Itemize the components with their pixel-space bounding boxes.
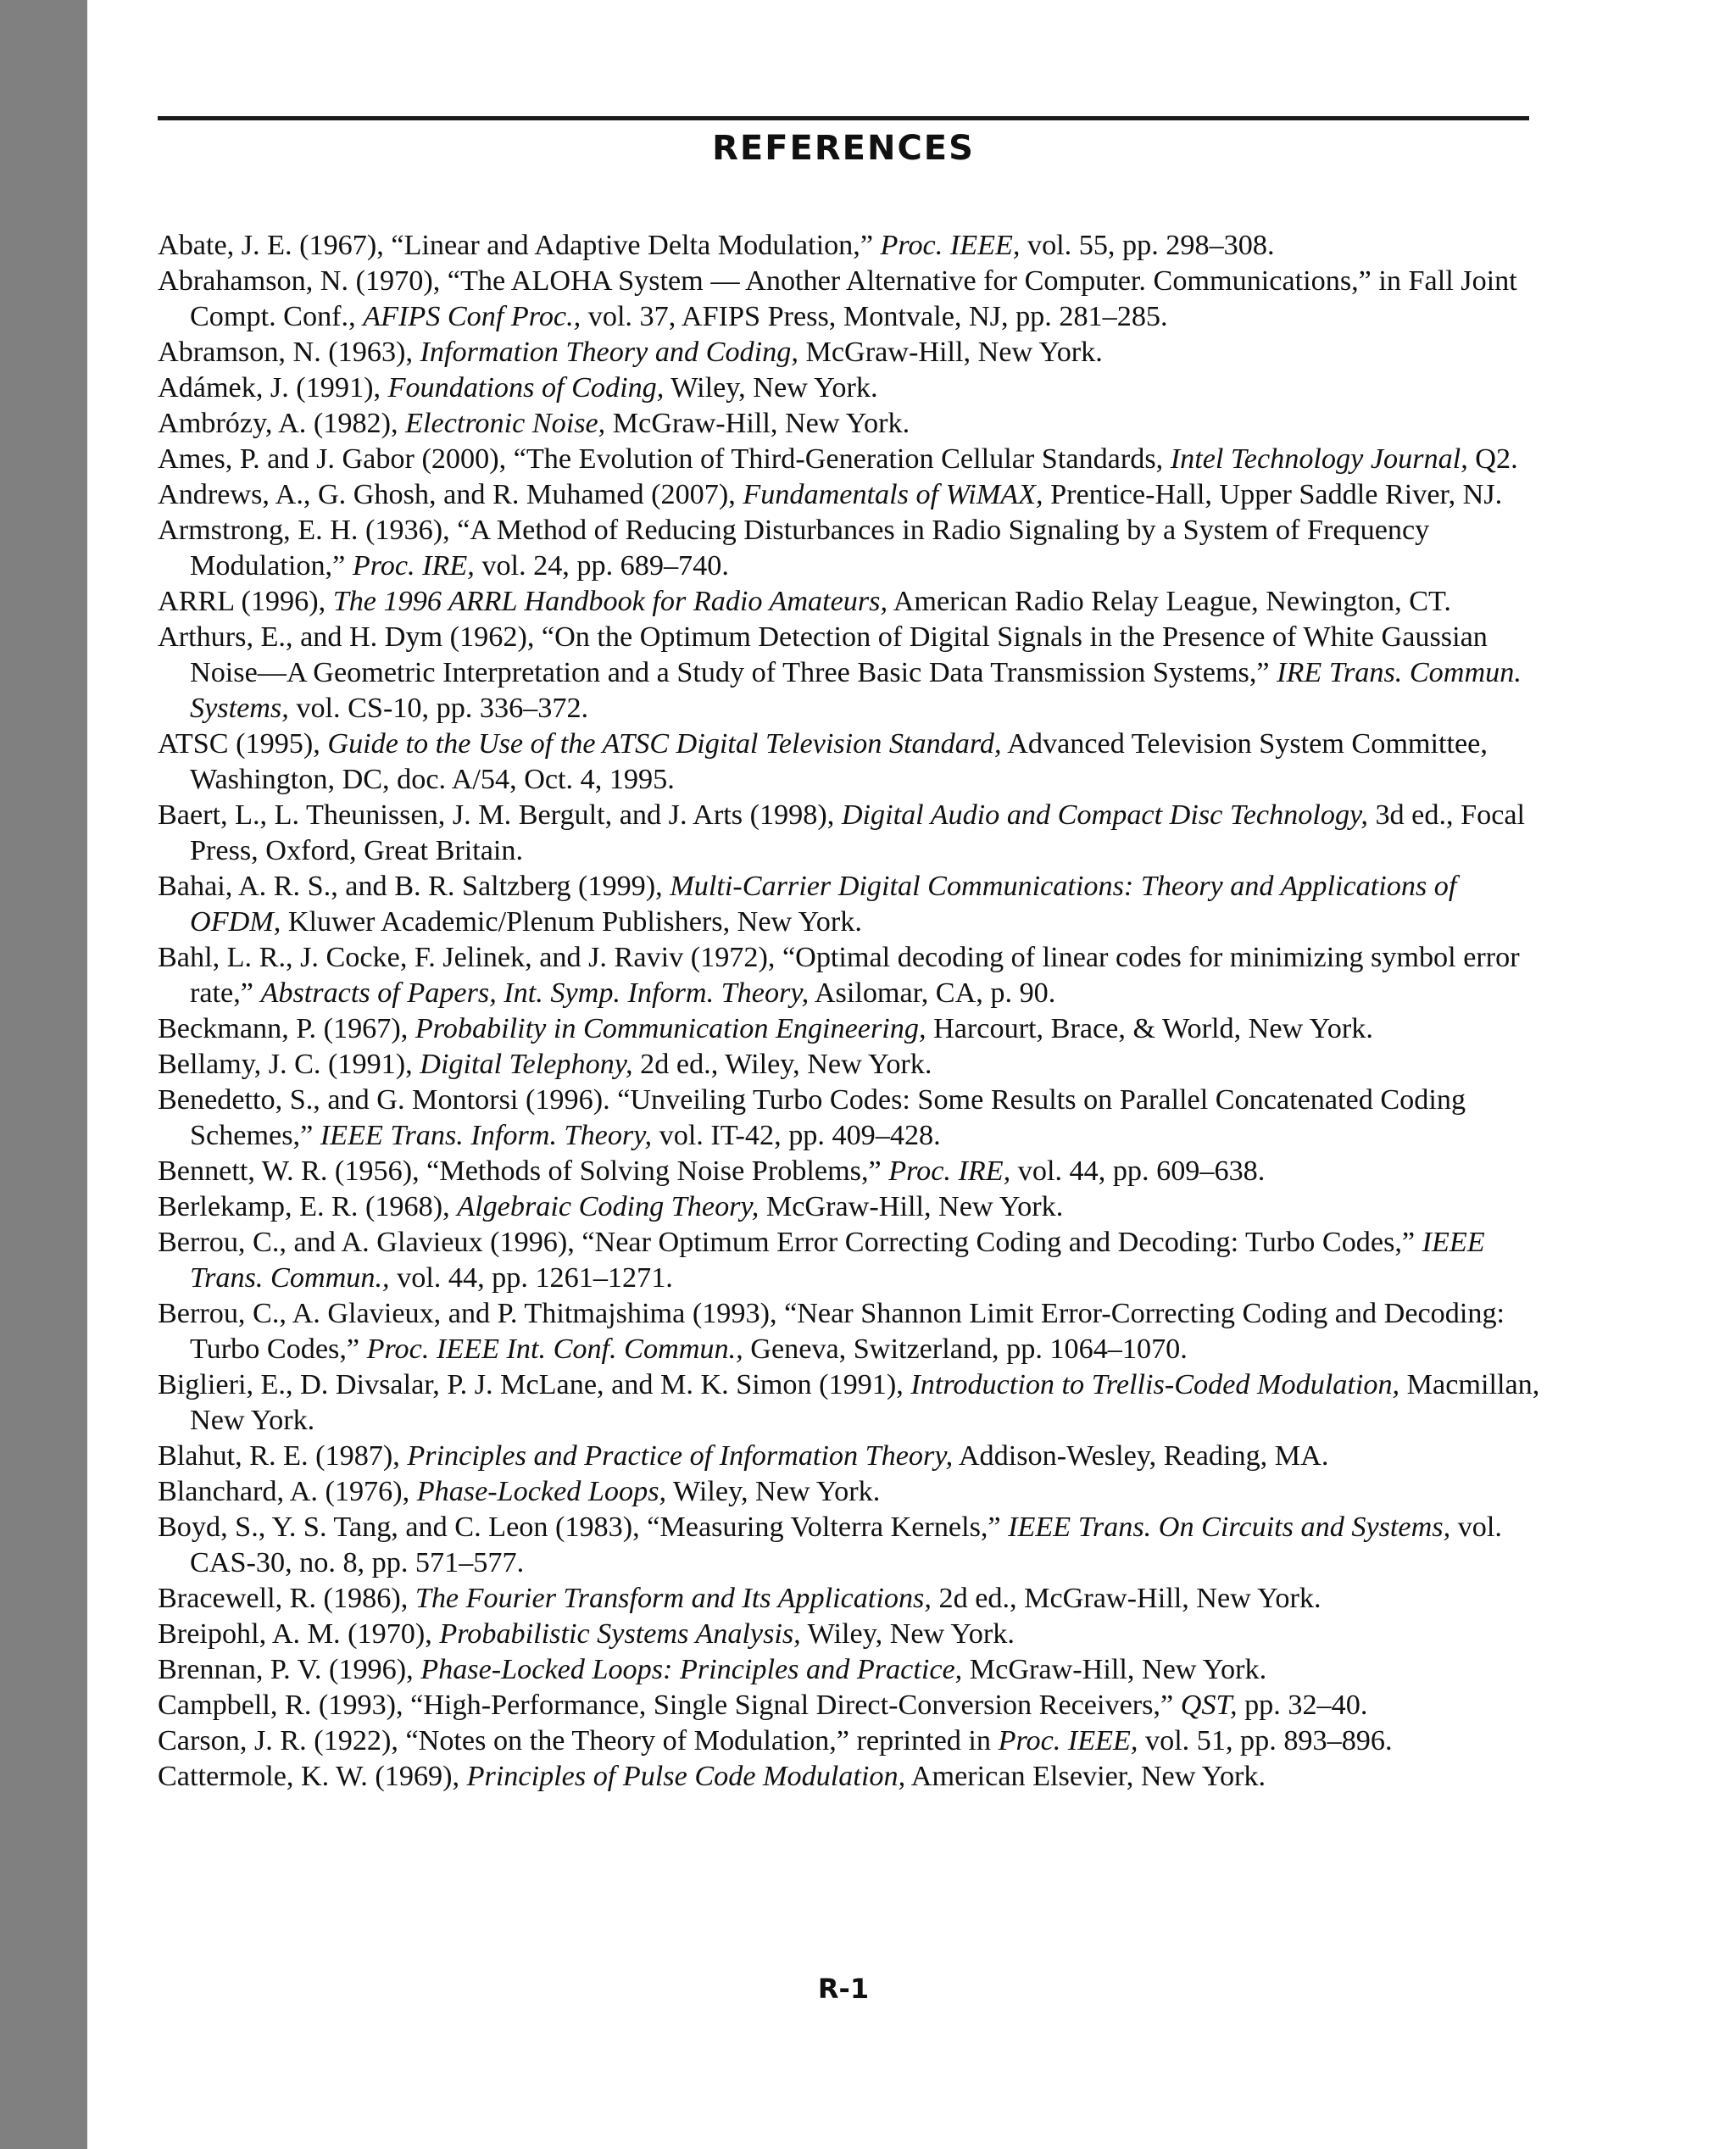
reference-text: Wiley, New York. [664, 372, 878, 404]
reference-text: McGraw-Hill, New York. [605, 408, 910, 439]
reference-entry [158, 1759, 1548, 1795]
reference-title-italic: IEEE Trans. On Circuits and Systems, [1008, 1512, 1451, 1543]
reference-entry [158, 1581, 1548, 1617]
reference-text: ATSC (1995), [158, 728, 328, 760]
reference-title-italic: Proc. IEEE Int. Conf. Commun., [366, 1333, 743, 1365]
reference-entry [158, 1296, 1548, 1367]
reference-text: Berrou, C., A. Glavieux, and P. Thitmajshima (1993), “Near Shannon Limit Error-Correcting Coding and Decoding: Turbo Codes,” [158, 1298, 1505, 1365]
reference-text: Asilomar, CA, p. 90. [809, 977, 1056, 1009]
reference-title-italic: Proc. IRE, [888, 1155, 1011, 1187]
reference-text: Kluwer Academic/Plenum Publishers, New York. [281, 906, 862, 938]
heading-rule [158, 116, 1529, 120]
reference-text: Wiley, New York. [800, 1618, 1015, 1650]
reference-text: Bellamy, J. C. (1991), [158, 1049, 420, 1080]
reference-text: McGraw-Hill, New York. [798, 337, 1103, 368]
reference-text: ARRL (1996), [158, 586, 333, 617]
reference-title-italic: Principles and Practice of Information Theory, [407, 1440, 954, 1472]
reference-text: Berlekamp, E. R. (1968), [158, 1191, 458, 1222]
reference-text: Ambrózy, A. (1982), [158, 408, 406, 439]
reference-title-italic: Phase-Locked Loops: Principles and Practice, [420, 1654, 963, 1685]
reference-text: Armstrong, E. H. (1936), “A Method of Reducing Disturbances in Radio Signaling by a System of Frequency Modulation,” [158, 515, 1430, 582]
reference-entry [158, 335, 1548, 370]
reference-entry [158, 264, 1548, 335]
reference-entry [158, 584, 1548, 620]
reference-text: vol. CS-10, pp. 336–372. [288, 693, 589, 724]
reference-title-italic: Foundations of Coding, [387, 372, 665, 404]
reference-title-italic: Phase-Locked Loops, [416, 1476, 667, 1507]
reference-text: Bennett, W. R. (1956), “Methods of Solving Noise Problems,” [158, 1155, 889, 1187]
reference-text: Wiley, New York. [666, 1476, 881, 1507]
reference-text: Abate, J. E. (1967), “Linear and Adaptive Delta Modulation,” [158, 230, 881, 261]
reference-text: Carson, J. R. (1922), “Notes on the Theory of Modulation,” reprinted in [158, 1725, 999, 1757]
reference-text: Blanchard, A. (1976), [158, 1476, 417, 1507]
reference-entry [158, 1154, 1548, 1189]
reference-text: pp. 32–40. [1237, 1690, 1368, 1721]
reference-entry [158, 477, 1548, 513]
reference-text: vol. 55, pp. 298–308. [1020, 230, 1275, 261]
reference-entry [158, 1439, 1548, 1474]
reference-text: Bracewell, R. (1986), [158, 1583, 415, 1614]
reference-text: Campbell, R. (1993), “High-Performance, Single Signal Direct-Conversion Receivers,” [158, 1690, 1181, 1721]
reference-text: Geneva, Switzerland, pp. 1064–1070. [743, 1333, 1188, 1365]
reference-entry [158, 228, 1548, 264]
reference-title-italic: IEEE Trans. Inform. Theory, [320, 1120, 653, 1151]
page-number: R-1 [817, 1973, 870, 2005]
reference-entry [158, 1083, 1548, 1154]
reference-entry [158, 727, 1548, 798]
reference-text: McGraw-Hill, New York. [962, 1654, 1267, 1685]
reference-text: vol. 44, pp. 1261–1271. [389, 1262, 673, 1294]
reference-text: 3d ed., Focal Press, Oxford, Great Britain. [190, 799, 1526, 866]
reference-text: vol. 51, pp. 893–896. [1138, 1725, 1393, 1757]
reference-title-italic: QST, [1180, 1690, 1238, 1721]
reference-text: Breipohl, A. M. (1970), [158, 1618, 440, 1650]
reference-entry [158, 370, 1548, 406]
reference-entry [158, 1189, 1548, 1225]
reference-text: American Elsevier, New York. [905, 1761, 1266, 1792]
reference-entry [158, 1723, 1548, 1759]
reference-title-italic: Proc. IEEE, [998, 1725, 1138, 1757]
reference-entry [158, 620, 1548, 727]
reference-text: Baert, L., L. Theunissen, J. M. Bergult, and J. Arts (1998), [158, 799, 842, 831]
reference-text: Arthurs, E., and H. Dym (1962), “On the Optimum Detection of Digital Signals in the Presence of White Gaussian Noise—A Geometric Interpretation and a Study of Three Basic Data Transmission Systems,” [158, 621, 1488, 688]
reference-title-italic: The Fourier Transform and Its Applications, [415, 1583, 932, 1614]
reference-entry [158, 442, 1548, 477]
reference-title-italic: AFIPS Conf Proc., [363, 301, 581, 332]
reference-entry [158, 798, 1548, 869]
reference-title-italic: Digital Telephony, [420, 1049, 633, 1080]
reference-title-italic: Probabilistic Systems Analysis, [439, 1618, 801, 1650]
reference-text: Prentice-Hall, Upper Saddle River, NJ. [1043, 479, 1503, 510]
reference-text: Advanced Television System Committee, Washington, DC, doc. A/54, Oct. 4, 1995. [190, 728, 1488, 795]
reference-title-italic: Electronic Noise, [405, 408, 606, 439]
reference-title-italic: IEEE Trans. Commun., [190, 1227, 1485, 1294]
reference-text: Cattermole, K. W. (1969), [158, 1761, 467, 1792]
reference-title-italic: The 1996 ARRL Handbook for Radio Amateurs, [332, 586, 888, 617]
reference-text: Berrou, C., and A. Glavieux (1996), “Near Optimum Error Correcting Coding and Decoding: Turbo Codes,” [158, 1227, 1422, 1258]
reference-title-italic: Intel Technology Journal, [1170, 443, 1468, 475]
reference-entry [158, 1474, 1548, 1510]
reference-text: Bahai, A. R. S., and B. R. Saltzberg (1999), [158, 871, 670, 902]
reference-text: vol. CAS-30, no. 8, pp. 571–577. [190, 1512, 1502, 1578]
reference-title-italic: Principles of Pulse Code Modulation, [466, 1761, 906, 1792]
reference-entry [158, 1510, 1548, 1581]
reference-text: Brennan, P. V. (1996), [158, 1654, 421, 1685]
reference-entry [158, 1688, 1548, 1723]
reference-text: 2d ed., McGraw-Hill, New York. [931, 1583, 1321, 1614]
reference-text: vol. 37, AFIPS Press, Montvale, NJ, pp. 281–285. [581, 301, 1168, 332]
reference-text: Adámek, J. (1991), [158, 372, 388, 404]
reference-title-italic: Abstracts of Papers, Int. Symp. Inform. Theory, [260, 977, 810, 1009]
reference-entry [158, 513, 1548, 584]
reference-text: American Radio Relay League, Newington, CT. [887, 586, 1451, 617]
reference-title-italic: Proc. IRE, [352, 550, 475, 582]
reference-list [158, 228, 1548, 1795]
reference-entry [158, 1652, 1548, 1688]
reference-title-italic: Fundamentals of WiMAX, [743, 479, 1043, 510]
reference-text: McGraw-Hill, New York. [759, 1191, 1064, 1222]
page-gutter [0, 0, 87, 2149]
reference-entry [158, 1047, 1548, 1083]
reference-title-italic: Information Theory and Coding, [420, 337, 798, 368]
reference-text: vol. 24, pp. 689–740. [474, 550, 729, 582]
reference-text: Macmillan, New York. [190, 1369, 1540, 1436]
reference-title-italic: Algebraic Coding Theory, [457, 1191, 760, 1222]
reference-text: Abramson, N. (1963), [158, 337, 420, 368]
reference-text: Beckmann, P. (1967), [158, 1013, 415, 1044]
reference-text: Blahut, R. E. (1987), [158, 1440, 408, 1472]
reference-text: Biglieri, E., D. Divsalar, P. J. McLane, and M. K. Simon (1991), [158, 1369, 911, 1400]
reference-title-italic: Guide to the Use of the ATSC Digital Television Standard, [327, 728, 1002, 760]
reference-entry [158, 406, 1548, 442]
reference-text: Andrews, A., G. Ghosh, and R. Muhamed (2007), [158, 479, 743, 510]
reference-title-italic: Probability in Communication Engineering, [415, 1013, 926, 1044]
reference-entry [158, 1617, 1548, 1652]
reference-title-italic: Introduction to Trellis-Coded Modulation, [910, 1369, 1400, 1400]
reference-entry [158, 1011, 1548, 1047]
reference-title-italic: IRE Trans. Commun. Systems, [190, 657, 1522, 724]
reference-text: Q2. [1467, 443, 1518, 475]
reference-entry [158, 940, 1548, 1011]
reference-title-italic: Multi-Carrier Digital Communications: Theory and Applications of OFDM, [190, 871, 1457, 938]
reference-text: Abrahamson, N. (1970), “The ALOHA System — Another Alternative for Computer. Communications,” in Fall Joint Compt. Conf., [158, 265, 1517, 332]
reference-title-italic: Digital Audio and Compact Disc Technology, [841, 799, 1368, 831]
reference-text: Harcourt, Brace, & World, New York. [926, 1013, 1373, 1044]
reference-text: Addison-Wesley, Reading, MA. [953, 1440, 1329, 1472]
reference-text: vol. IT-42, pp. 409–428. [652, 1120, 941, 1151]
reference-text: 2d ed., Wiley, New York. [632, 1049, 932, 1080]
reference-entry [158, 869, 1548, 940]
page-heading: REFERENCES [712, 129, 975, 168]
reference-text: Ames, P. and J. Gabor (2000), “The Evolution of Third-Generation Cellular Standards, [158, 443, 1171, 475]
reference-entry [158, 1225, 1548, 1296]
reference-text: Bahl, L. R., J. Cocke, F. Jelinek, and J. Raviv (1972), “Optimal decoding of linear codes for minimizing symbol error rate,” [158, 942, 1520, 1009]
reference-title-italic: Proc. IEEE, [880, 230, 1021, 261]
reference-entry [158, 1367, 1548, 1439]
reference-text: vol. 44, pp. 609–638. [1010, 1155, 1266, 1187]
reference-text: Boyd, S., Y. S. Tang, and C. Leon (1983), “Measuring Volterra Kernels,” [158, 1512, 1009, 1543]
reference-text: Benedetto, S., and G. Montorsi (1996). “Unveiling Turbo Codes: Some Results on Parallel Concatenated Coding Schemes,” [158, 1084, 1466, 1151]
